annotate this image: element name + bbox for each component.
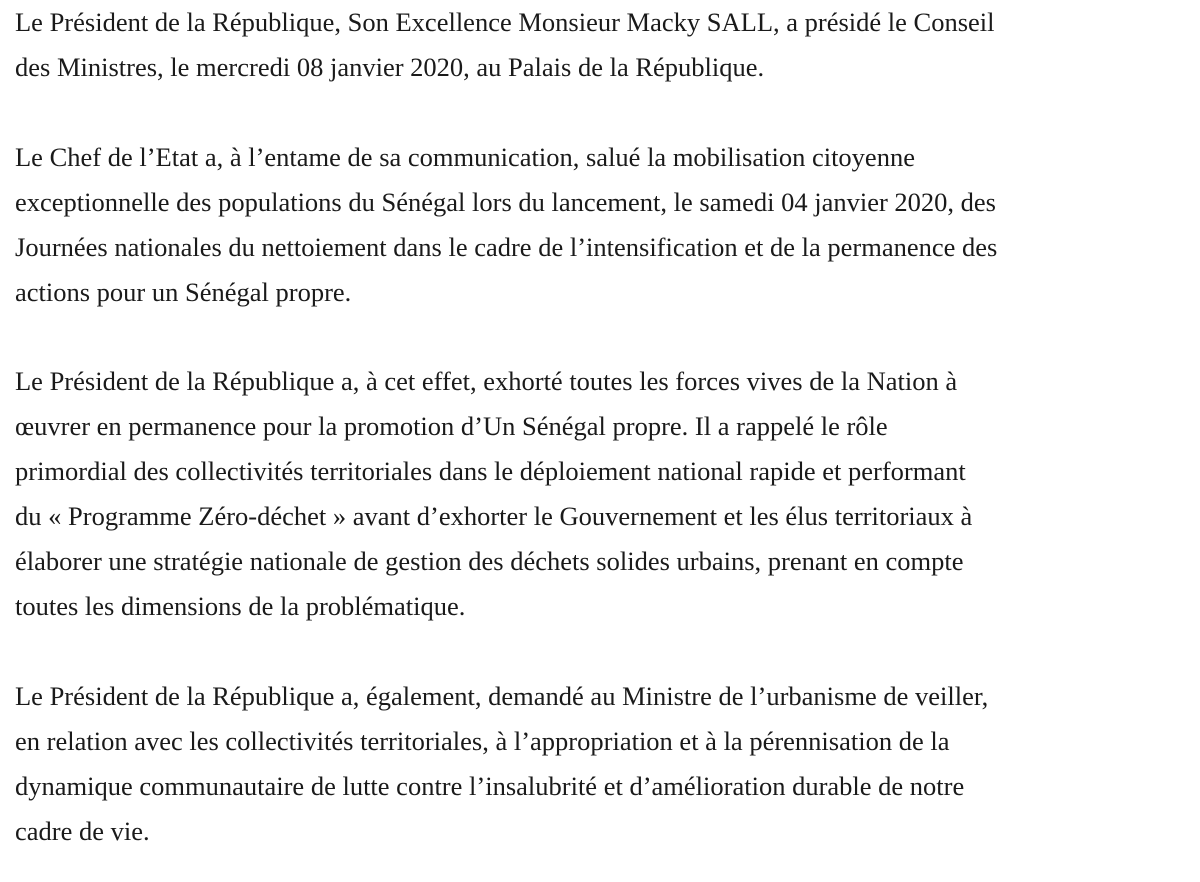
paragraph-line: dynamique communautaire de lutte contre l’insalubrité et d’amélioration durable de notre — [15, 770, 965, 801]
paragraph-line: en relation avec les collectivités territoriales, à l’appropriation et à la pérennisation de la — [15, 725, 950, 756]
paragraph-3 — [15, 359, 1160, 629]
paragraph-line: Le Président de la République a, à cet effet, exhorté toutes les forces vives de la Nation à — [15, 366, 958, 396]
paragraph-line: cadre de vie. — [15, 815, 150, 846]
paragraph-line: actions pour un Sénégal propre. — [15, 276, 352, 307]
paragraph-line: primordial des collectivités territoriales dans le déploiement national rapide et performant — [15, 456, 966, 486]
paragraph-line: exceptionnelle des populations du Sénégal lors du lancement, le samedi 04 janvier 2020, des — [15, 186, 996, 217]
paragraph-1 — [15, 0, 1160, 90]
paragraph-spacer — [15, 315, 1160, 360]
paragraph-spacer — [15, 629, 1160, 674]
paragraph-line: toutes les dimensions de la problématique. — [15, 591, 466, 621]
paragraph-line: œuvrer en permanence pour la promotion d’Un Sénégal propre. Il a rappelé le rôle — [15, 411, 888, 441]
paragraph-line: du « Programme Zéro-déchet » avant d’exhorter le Gouvernement et les élus territoriaux à — [15, 501, 973, 531]
paragraph-4 — [15, 674, 1160, 854]
paragraph-line: Le Chef de l’Etat a, à l’entame de sa communication, salué la mobilisation citoyenne — [15, 141, 915, 172]
paragraph-line: Le Président de la République a, également, demandé au Ministre de l’urbanisme de veiller, — [15, 680, 989, 711]
paragraph-line: des Ministres, le mercredi 08 janvier 2020, au Palais de la République. — [15, 52, 765, 82]
paragraph-line: Journées nationales du nettoiement dans le cadre de l’intensification et de la permanence des — [15, 231, 998, 262]
paragraph-line: Le Président de la République, Son Excellence Monsieur Macky SALL, a présidé le Conseil — [15, 7, 995, 37]
paragraph-2 — [15, 135, 1160, 315]
paragraph-line: élaborer une stratégie nationale de gestion des déchets solides urbains, prenant en compte — [15, 546, 964, 576]
paragraph-spacer — [15, 90, 1160, 135]
